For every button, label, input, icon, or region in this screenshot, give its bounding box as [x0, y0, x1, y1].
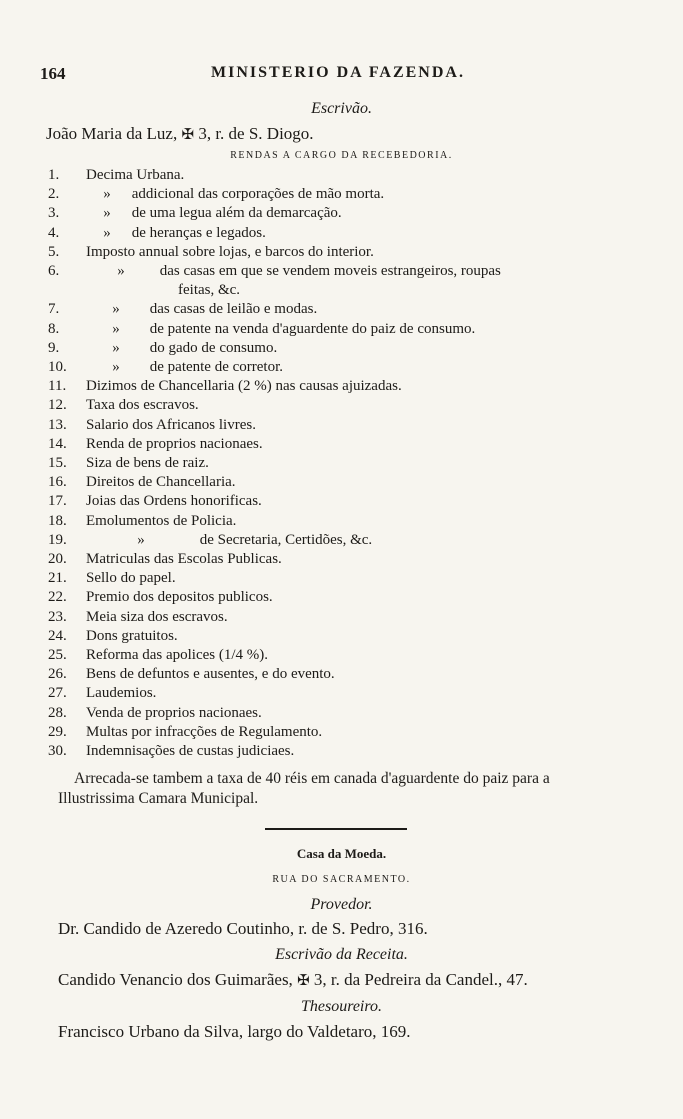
thesoureiro-role: Thesoureiro. — [300, 998, 383, 1015]
list-item: 24. Dons gratuitos. — [48, 627, 178, 644]
list-item: 6. » das casas em que se vendem moveis estrangeiros, roupas feitas, &c. — [48, 263, 501, 299]
list-item: 22. Premio dos depositos publicos. — [48, 589, 273, 606]
escrivao-role: Escrivão. — [311, 100, 372, 117]
order-cross-icon: ✠ — [297, 973, 310, 989]
escrivao-receita-address: 3, r. da Pedreira da Candel., 47. — [313, 970, 528, 989]
list-item: 12. Taxa dos escravos. — [48, 397, 199, 414]
list-item: 26. Bens de defuntos e ausentes, e do evento. — [48, 666, 335, 683]
list-item: 21. Sello do papel. — [48, 570, 176, 587]
list-item: 7. » das casas de leilão e modas. — [48, 301, 318, 318]
list-item: 27. Laudemios. — [48, 685, 157, 702]
thesoureiro-entry: Francisco Urbano da Silva, largo do Valdetaro, 169. — [58, 1022, 411, 1041]
list-item: 25. Reforma das apolices (1/4 %). — [48, 647, 269, 664]
order-cross-icon: ✠ — [181, 127, 195, 143]
provedor-role: Provedor. — [310, 896, 373, 913]
list-item: 18. Emolumentos de Policia. — [48, 512, 237, 529]
list-item: 20. Matriculas das Escolas Publicas. — [48, 551, 282, 568]
list-item: 29. Multas por infracções de Regulamento. — [48, 723, 323, 740]
list-item: 8. » de patente na venda d'aguardente do paiz de consumo. — [48, 320, 476, 337]
running-title: MINISTERIO DA FAZENDA. — [211, 64, 465, 81]
list-item: 11. Dizimos de Chancellaria (2 %) nas causas ajuizadas. — [48, 378, 402, 395]
list-item: 19. » de Secretaria, Certidões, &c. — [48, 531, 373, 548]
rendas-list — [48, 166, 648, 761]
escrivao-receita-entry — [58, 970, 528, 990]
list-item: 4. » de heranças e legados. — [48, 224, 266, 241]
page-number: 164 — [40, 64, 66, 83]
rendas-note: Arrecada-se tambem a taxa de 40 réis em canada d'aguardente do paiz para a Illustrissima Camara Municipal. — [58, 770, 550, 807]
list-item: 5. Imposto annual sobre lojas, e barcos do interior. — [48, 243, 374, 260]
provedor-entry: Dr. Candido de Azeredo Coutinho, r. de S. Pedro, 316. — [58, 919, 428, 938]
escrivao-address: 3, r. de S. Diogo. — [198, 124, 314, 143]
escrivao-receita-role: Escrivão da Receita. — [275, 946, 408, 963]
list-item: 30. Indemnisações de custas judiciaes. — [48, 743, 295, 760]
list-item: 2. » addicional das corporações de mão morta. — [48, 186, 385, 203]
list-item: 9. » do gado de consumo. — [48, 339, 278, 356]
escrivao-entry — [46, 124, 314, 144]
list-item: 16. Direitos de Chancellaria. — [48, 474, 236, 491]
list-item: 3. » de uma legua além da demarcação. — [48, 205, 342, 222]
escrivao-name: João Maria da Luz, — [46, 124, 178, 143]
section-divider — [265, 828, 407, 830]
list-item: 15. Siza de bens de raiz. — [48, 455, 209, 472]
page-header — [28, 64, 648, 88]
rendas-heading: RENDAS A CARGO DA RECEBEDORIA. — [230, 150, 453, 161]
list-item: 1. Decima Urbana. — [48, 167, 185, 183]
list-item: 17. Joias das Ordens honorificas. — [48, 493, 262, 510]
list-item: 13. Salario dos Africanos livres. — [48, 416, 256, 433]
list-item: 10. » de patente de corretor. — [48, 359, 284, 376]
escrivao-receita-name: Candido Venancio dos Guimarães, — [58, 970, 293, 989]
list-item: 28. Venda de proprios nacionaes. — [48, 704, 262, 721]
casa-da-moeda-title: Casa da Moeda. — [296, 846, 387, 861]
list-item: 14. Renda de proprios nacionaes. — [48, 435, 263, 452]
list-item: 23. Meia siza dos escravos. — [48, 608, 228, 625]
casa-da-moeda-street: RUA DO SACRAMENTO. — [272, 874, 411, 885]
